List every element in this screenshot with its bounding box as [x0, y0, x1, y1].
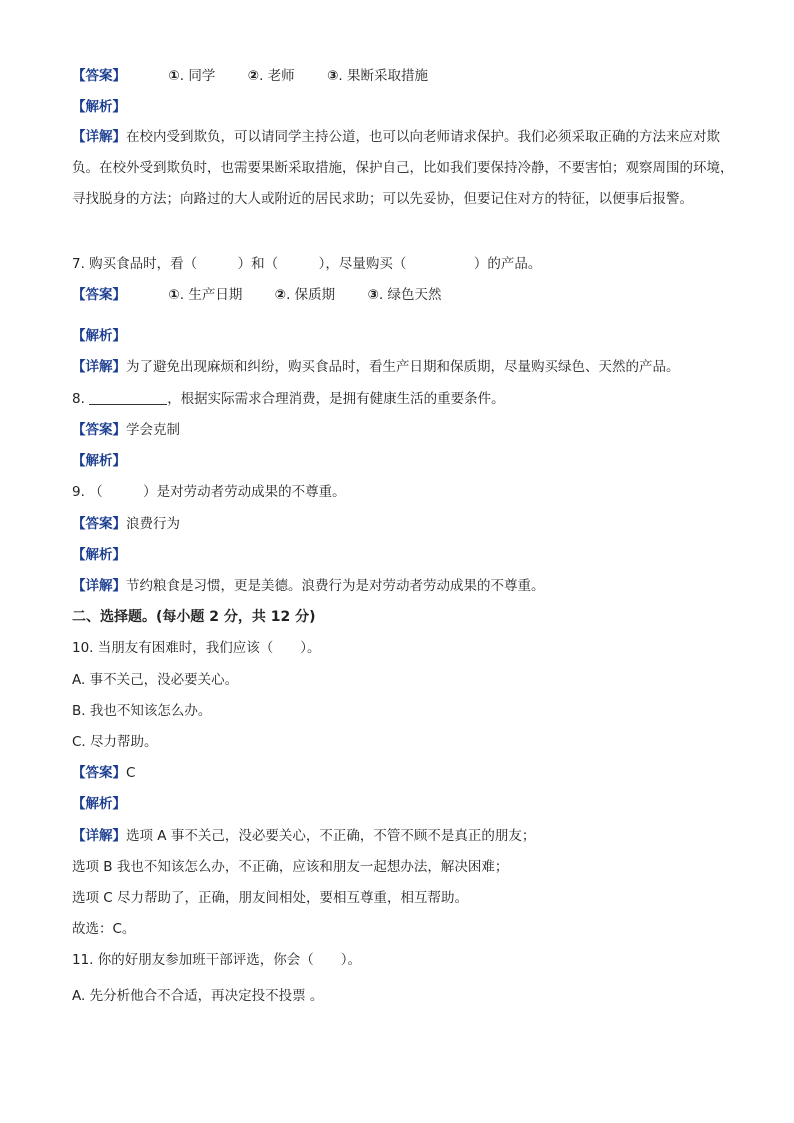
q6-answer-row	[72, 66, 734, 86]
q10-detail-line-2: 选项 B 我也不知该怎么办，不正确，应该和朋友一起想办法，解决困难；	[72, 859, 509, 875]
q11-stem: 11. 你的好朋友参加班干部评选，你会（ ）。	[72, 952, 362, 968]
q10-option-a: A. 事不关己，没必要关心。	[72, 672, 239, 688]
q7-answer-2: ②. 保质期	[274, 287, 336, 303]
q6-answer-1: ①. 同学	[168, 68, 216, 84]
q10-stem: 10. 当朋友有困难时，我们应该（ ）。	[72, 640, 321, 656]
q11-option-a: A. 先分析他合不合适，再决定投不投票 。	[72, 988, 324, 1004]
q10-option-b: B. 我也不知该怎么办。	[72, 703, 212, 719]
q10-analysis-label: 【解析】	[72, 796, 126, 812]
q9-detail: 【详解】节约粮食是习惯，更是美德。浪费行为是对劳动者劳动成果的不尊重。	[72, 578, 545, 594]
q6-detail	[72, 122, 734, 215]
q8-answer: 【答案】学会克制	[72, 422, 180, 438]
q10-option-c: C. 尽力帮助。	[72, 734, 158, 750]
q7-answer-1: ①. 生产日期	[168, 287, 243, 303]
q9-answer: 【答案】浪费行为	[72, 516, 180, 532]
detail-label: 【详解】	[72, 129, 126, 145]
q9-stem: 9. （ ）是对劳动者劳动成果的不尊重。	[72, 484, 346, 500]
q10-answer: 【答案】C	[72, 765, 136, 781]
q7-detail: 【详解】为了避免出现麻烦和纠纷，购买食品时，看生产日期和保质期，尽量购买绿色、天然的产品。	[72, 359, 680, 375]
q7-analysis-label: 【解析】	[72, 328, 126, 344]
q7-answer-row: 【答案】 ①. 生产日期 ②. 保质期 ③. 绿色天然	[72, 287, 442, 303]
q10-detail-line-1: 【详解】选项 A 事不关己，没必要关心，不正确，不管不顾不是真正的朋友；	[72, 828, 536, 844]
q8-blank	[89, 390, 167, 405]
q10-conclusion: 故选：C。	[72, 921, 136, 937]
section2-title: 二、选择题。(每小题 2 分，共 12 分)	[72, 609, 316, 625]
q6-answer-3: ③. 果断采取措施	[326, 68, 428, 84]
q8-analysis-label: 【解析】	[72, 453, 126, 469]
q7-stem: 7. 购买食品时，看（ ）和（ ），尽量购买（ ）的产品。	[72, 256, 542, 272]
q6-analysis-label: 【解析】	[72, 99, 126, 115]
q6-answer-2: ②. 老师	[247, 68, 295, 84]
q10-detail-line-3: 选项 C 尽力帮助了，正确，朋友间相处，要相互尊重，相互帮助。	[72, 890, 469, 906]
q7-answer-3: ③. 绿色天然	[367, 287, 442, 303]
q6-detail-text: 在校内受到欺负，可以请同学主持公道，也可以向老师请求保护。我们必须采取正确的方法来应对欺负。在校外受到欺负时，也需要果断采取措施，保护自己，比如我们要保持冷静，不要害怕；观察周围的环境，寻找脱身的方法；向路过的大人或附近的居民求助；可以先妥协，但要记住对方的特征，以便事后报警。	[72, 129, 734, 207]
q9-analysis-label: 【解析】	[72, 547, 126, 563]
q8-stem: 8. ，根据实际需求合理消费，是拥有健康生活的重要条件。	[72, 391, 505, 407]
answer-label: 【答案】	[72, 68, 126, 84]
